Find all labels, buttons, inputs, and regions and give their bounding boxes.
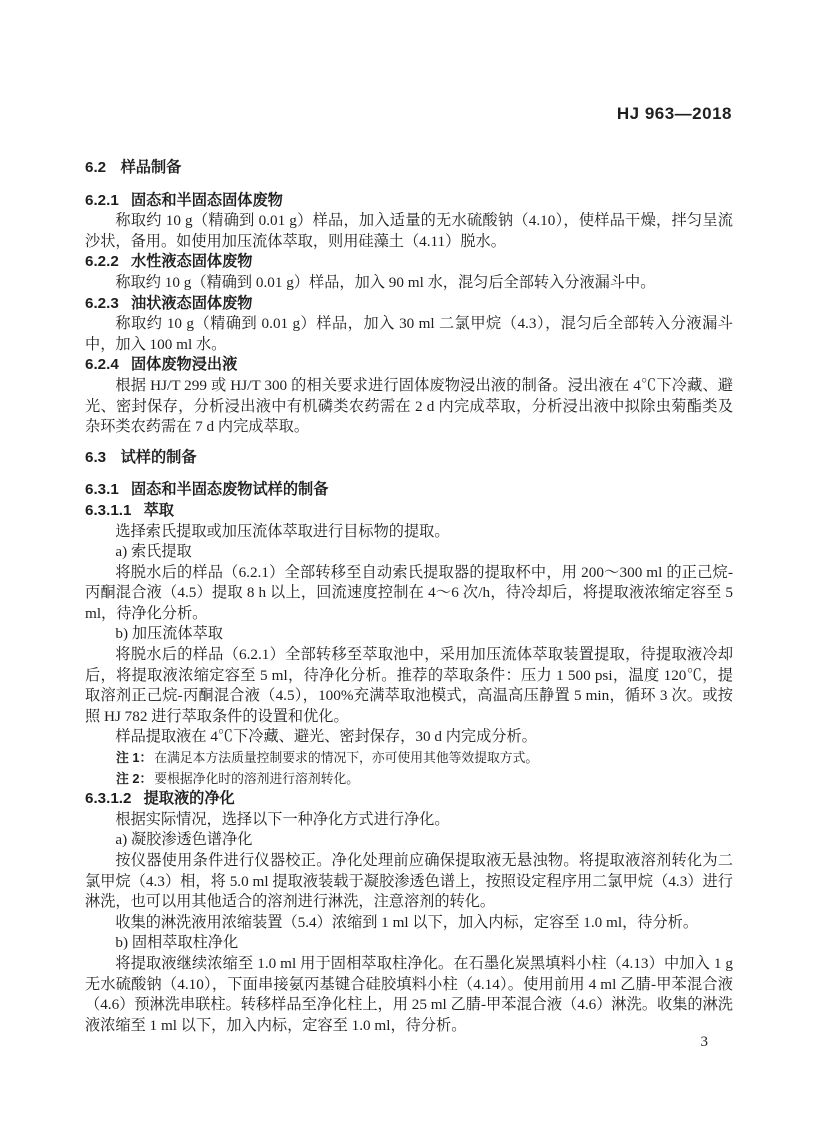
heading-number: 6.3 [85, 448, 107, 466]
subsection-heading [85, 480, 733, 501]
heading-number: 6.2 [85, 159, 107, 176]
note-text: 在满足本方法质量控制要求的情况下，亦可使用其他等效提取方式。 [154, 751, 539, 766]
list-item: a) 凝胶渗透色谱净化 [115, 831, 253, 849]
paragraph: 将提取液继续浓缩至 1.0 ml 用于固相萃取柱净化。在石墨化炭黑填料小柱（4.13）中加入 1 g 无水硫酸钠（4.10），下面串接氨丙基键合硅胶填料小柱（4.14）。使用前用 4 ml 乙腈-甲苯混合液（4.6）预淋洗串联柱。转移样品至净化柱上，用 25 ml 乙腈-甲苯混合液（4.6）淋洗。收集的淋洗液浓缩至 1 ml 以下，加入内标，定容至 1.0 ml，待分析。 [85, 954, 733, 1034]
paragraph: 将脱水后的样品（6.2.1）全部转移至萃取池中，采用加压流体萃取装置提取，待提取液冷却后，将提取液浓缩定容至 5 ml，待净化分析。推荐的萃取条件：压力 1 500 psi，温度 120℃，提取溶剂正己烷-丙酮混合液（4.5），100%充满萃取池模式，高温高压静置 5 min，循环 3 次。或按照 HJ 782 进行萃取条件的设置和优化。 [85, 646, 733, 725]
heading-title: 固态和半固态废物试样的制备 [130, 481, 329, 499]
section-heading [85, 448, 733, 469]
paragraph: 称取约 10 g（精确到 0.01 g）样品，加入适量的无水硫酸钠（4.10），使样品干燥，拌匀呈流沙状，备用。如使用加压流体萃取，则用硅藻土（4.11）脱水。 [85, 212, 733, 250]
heading-title: 固态和半固态固体废物 [130, 191, 283, 209]
paragraph: 收集的淋洗液用浓缩装置（5.4）浓缩到 1 ml 以下，加入内标，定容至 1.0 ml，待分析。 [115, 913, 699, 931]
heading-number: 6.2.1 [85, 191, 119, 209]
heading-number: 6.3.1.2 [85, 790, 132, 808]
subsection-heading [85, 252, 733, 273]
heading-number: 6.2.3 [85, 294, 119, 312]
note [85, 769, 733, 790]
heading-number: 6.2.2 [85, 253, 119, 271]
paragraph: 选择索氏提取或加压流体萃取进行目标物的提取。 [115, 522, 450, 540]
heading-title: 固体废物浸出液 [130, 356, 238, 374]
heading-title: 油状液态固体废物 [130, 294, 253, 312]
subsection-heading [85, 191, 733, 212]
document-content [85, 148, 733, 1036]
heading-title: 提取液的净化 [143, 790, 235, 808]
clause-heading [85, 789, 733, 810]
paragraph: 按仪器使用条件进行仪器校正。净化处理前应确保提取液无悬浊物。将提取液溶剂转化为二氯甲烷（4.3）相，将 5.0 ml 提取液装载于凝胶渗透色谱上，按照设定程序用二氯甲烷（4.3）进行淋洗，也可以用其他适合的溶剂进行淋洗，注意溶剂的转化。 [85, 852, 733, 911]
paragraph: 根据 HJ/T 299 或 HJ/T 300 的相关要求进行固体废物浸出液的制备。浸出液在 4℃下冷藏、避光、密封保存，分析浸出液中有机磷类农药需在 2 d 内完成萃取，分析浸出液中拟除虫菊酯类及杂环类农药需在 7 d 内完成萃取。 [85, 376, 733, 436]
paragraph: 样品提取液在 4℃下冷藏、避光、密封保存，30 d 内完成分析。 [115, 728, 537, 746]
heading-number: 6.3.1.1 [85, 501, 132, 519]
heading-title: 萃取 [143, 501, 174, 519]
subsection-heading [85, 355, 733, 376]
paragraph: 称取约 10 g（精确到 0.01 g）样品，加入 90 ml 水，混匀后全部转入分液漏斗中。 [115, 273, 656, 291]
heading-title: 试样的制备 [120, 448, 197, 466]
list-item: b) 加压流体萃取 [115, 625, 223, 643]
clause-heading [85, 501, 733, 522]
heading-number: 6.3.1 [85, 481, 119, 499]
note [85, 748, 733, 769]
note-label: 注 1： [116, 750, 153, 766]
paragraph: 称取约 10 g（精确到 0.01 g）样品，加入 30 ml 二氯甲烷（4.3），混匀后全部转入分液漏斗中，加入 100 ml 水。 [85, 315, 733, 353]
list-item: b) 固相萃取柱净化 [115, 934, 239, 952]
paragraph: 根据实际情况，选择以下一种净化方式进行净化。 [115, 810, 450, 828]
page-number: 3 [700, 1034, 708, 1050]
subsection-heading [85, 294, 733, 315]
note-text: 要根据净化时的溶剂进行溶剂转化。 [154, 771, 360, 786]
heading-number: 6.2.4 [85, 356, 119, 374]
heading-title: 样品制备 [120, 159, 182, 176]
list-item: a) 索氏提取 [115, 543, 192, 561]
note-label: 注 2： [116, 770, 153, 786]
paragraph: 将脱水后的样品（6.2.1）全部转移至自动索氏提取器的提取杯中，用 200～300 ml 的正己烷-丙酮混合液（4.5）提取 8 h 以上，回流速度控制在 4～6 次/h，待冷却后，将提取液浓缩定容至 5 ml，待净化分析。 [85, 563, 733, 622]
section-heading [85, 158, 733, 179]
heading-title: 水性液态固体废物 [130, 253, 253, 271]
standard-number: HJ 963—2018 [616, 104, 732, 123]
